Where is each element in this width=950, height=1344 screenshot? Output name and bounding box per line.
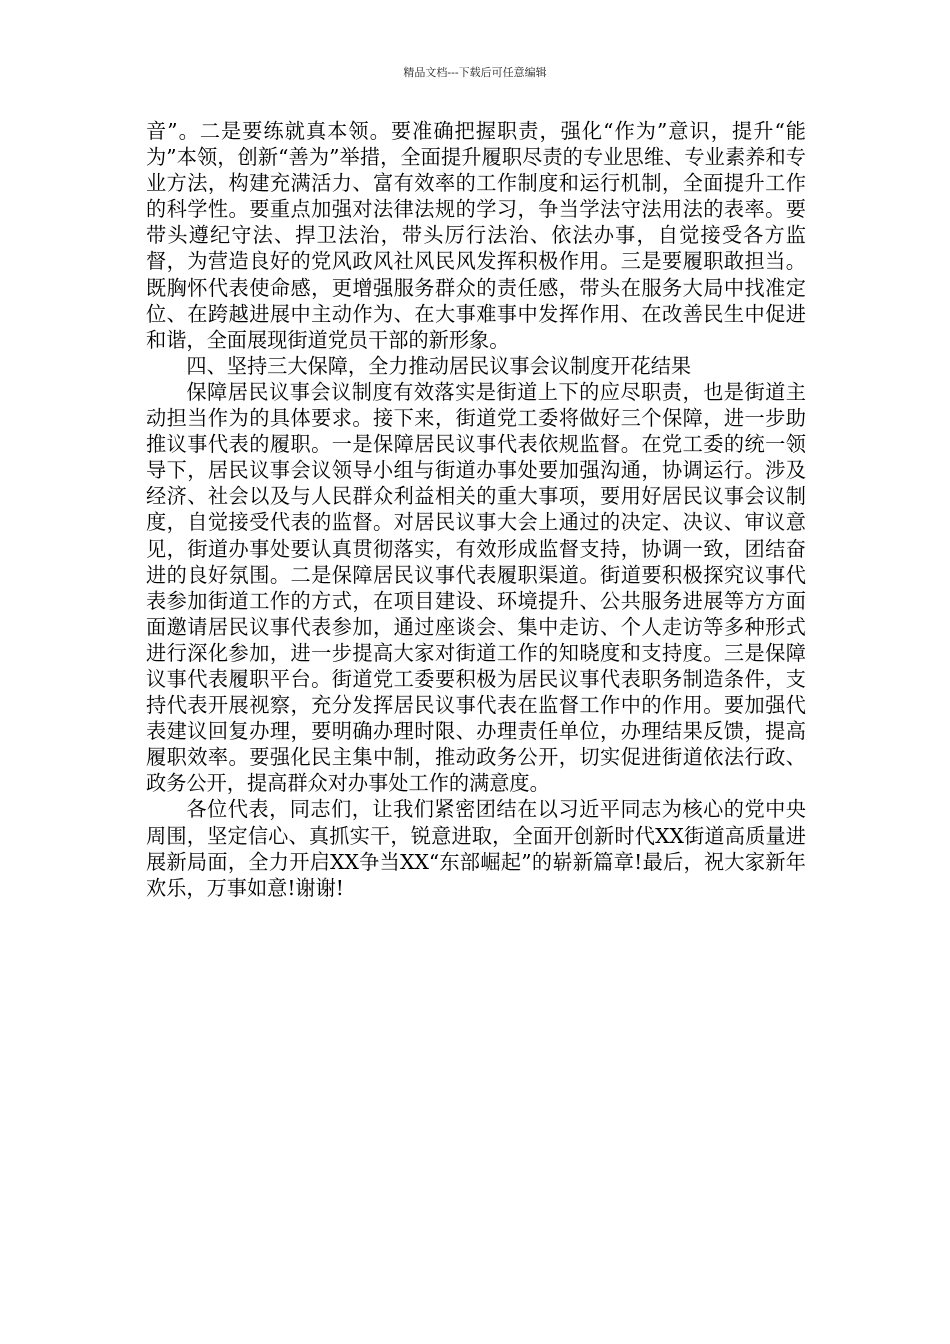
paragraph-guarantees: 保障居民议事会议制度有效落实是街道上下的应尽职责，也是街道主动担当作为的具体要求。接下来，街道党工委将做好三个保障，进一步助推议事代表的履职。一是保障居民议事代表依规监督。在党工委的统一领导下，居民议事会议领导小组与街道办事处要加强沟通，协调运行。涉及经济、社会以及与人民群众利益相关的重大事项，要用好居民议事会议制度，自觉接受代表的监督。对居民议事大会上通过的决定、决议、审议意见，街道办事处要认真贯彻落实，有效形成监督支持，协调一致，团结奋进的良好氛围。二是保障居民议事代表履职渠道。街道要积极探究议事代表参加街道工作的方式，在项目建设、环境提升、公共服务进展等方方面面邀请居民议事代表参加，通过座谈会、集中走访、个人走访等多种形式进行深化参加，进一步提高大家对街道工作的知晓度和支持度。三是保障议事代表履职平台。街道党工委要积极为居民议事代表职务制造条件，支持代表开展视察，充分发挥居民议事代表在监督工作中的作用。要加强代表建议回复办理，要明确办理时限、办理责任单位，办理结果反馈，提高履职效率。要强化民主集中制，推动政务公开，切实促进街道依法行政、政务公开，提高群众对办事处工作的满意度。 xyxy=(146,379,806,796)
section-heading: 四、坚持三大保障，全力推动居民议事会议制度开花结果 xyxy=(186,353,692,378)
page-header: 精品文档---下载后可任意编辑 xyxy=(403,66,547,79)
paragraph-closing: 各位代表，同志们，让我们紧密团结在以习近平同志为核心的党中央周围，坚定信心、真抓实干，锐意进取，全面开创新时代XX街道高质量进展新局面，全力开启XX争当XX“东部崛起”的崭新篇章!最后，祝大家新年欢乐，万事如意!谢谢! xyxy=(146,797,806,900)
document-body xyxy=(146,118,806,901)
paragraph-continuation: 音”。二是要练就真本领。要准确把握职责，强化“作为”意识，提升“能为”本领，创新“善为”举措，全面提升履职尽责的专业思维、专业素养和专业方法，构建充满活力、富有效率的工作制度和运行机制，全面提升工作的科学性。要重点加强对法律法规的学习，争当学法守法用法的表率。要带头遵纪守法、捍卫法治，带头厉行法治、依法办事，自觉接受各方监督，为营造良好的党风政风社风民风发挥积极作用。三是要履职敢担当。既胸怀代表使命感，更增强服务群众的责任感，带头在服务大局中找准定位、在跨越进展中主动作为、在大事难事中发挥作用、在改善民生中促进和谐，全面展现街道党员干部的新形象。 xyxy=(146,119,806,352)
